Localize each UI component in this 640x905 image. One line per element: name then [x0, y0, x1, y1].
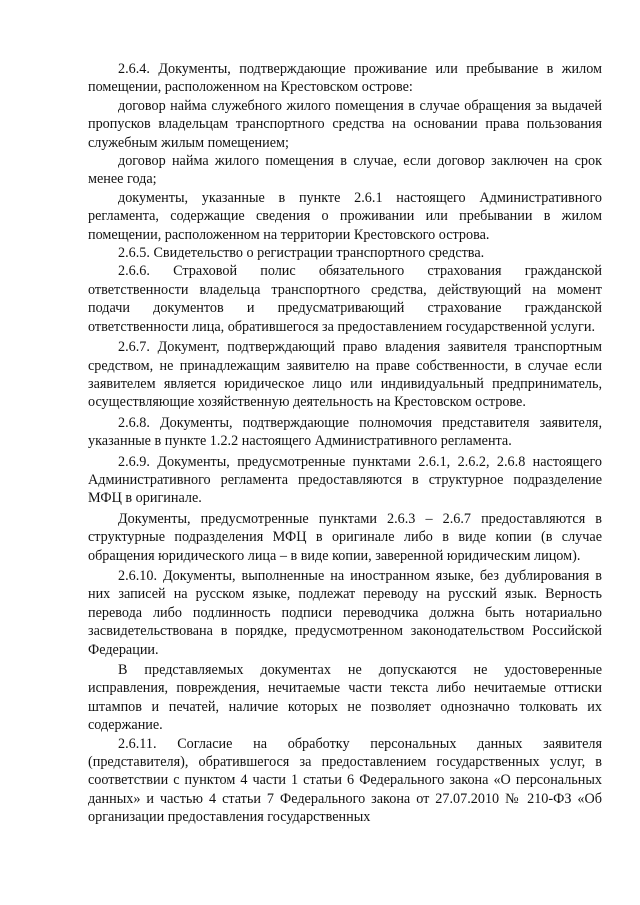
- paragraph-2-6-8: 2.6.8. Документы, подтверждающие полномочия представителя заявителя, указанные в пункте 1.2.2 настоящего Административного регламента.: [88, 414, 602, 450]
- paragraph-documents-2-6-3-2-6-7: Документы, предусмотренные пунктами 2.6.3 – 2.6.7 предоставляются в структурные подразделения МФЦ в оригинале либо в виде копии (в случае обращения юридического лица – в виде копии, заверенной юридическим лицом).: [88, 510, 602, 564]
- paragraph-corrections: В представляемых документах не допускаются не удостоверенные исправления, повреждения, нечитаемые части текста либо нечитаемые оттиски штампов и печатей, наличие которых не позволяет однозначно толковать их содержание.: [88, 662, 602, 734]
- paragraph-2-6-10: 2.6.10. Документы, выполненные на иностранном языке, без дублирования в них записей на русском языке, подлежат переводу на русский язык. Верность перевода либо подлинность подписи переводчика должна быть нотариально засвидетельствована в порядке, предусмотренном законодательством Российской Федерации.: [88, 567, 602, 658]
- paragraph-2-6-9: 2.6.9. Документы, предусмотренные пунктами 2.6.1, 2.6.2, 2.6.8 настоящего Административного регламента предоставляются в структурное подразделение МФЦ в оригинале.: [88, 453, 602, 507]
- paragraph-2-6-7: 2.6.7. Документ, подтверждающий право владения заявителя транспортным средством, не принадлежащим заявителю на праве собственности, в случае если заявителем является юридическое лицо или индивидуальный предприниматель, осуществляющие хозяйственную деятельность на Крестовском острове.: [88, 339, 602, 411]
- paragraph-housing-contract: договор найма жилого помещения в случае, если договор заключен на срок менее года;: [88, 153, 602, 188]
- paragraph-2-6-4: 2.6.4. Документы, подтверждающие проживание или пребывание в жилом помещении, расположенном на Крестовском острове:: [88, 61, 602, 96]
- paragraph-documents-2-6-1: документы, указанные в пункте 2.6.1 настоящего Административного регламента, содержащие сведения о проживании или пребывании в жилом помещении, расположенном на территории Крестовского острова.: [88, 189, 602, 243]
- paragraph-2-6-5: 2.6.5. Свидетельство о регистрации транспортного средства.: [118, 245, 485, 262]
- paragraph-2-6-6: 2.6.6. Страховой полис обязательного страхования гражданской ответственности владельца транспортного средства, действующий на момент подачи документов и предусматривающий страхование гражданской ответственности лица, обратившегося за предоставлением государственной услуги.: [88, 263, 602, 335]
- paragraph-service-housing-contract: договор найма служебного жилого помещения в случае обращения за выдачей пропусков владельцам транспортного средства на основании права пользования служебным жилым помещением;: [88, 97, 602, 151]
- paragraph-2-6-11: 2.6.11. Согласие на обработку персональных данных заявителя (представителя), обратившегося за предоставлением государственных услуг, в соответствии с пунктом 4 части 1 статьи 6 Федерального закона «О персональных данных» и частью 4 статьи 7 Федерального закона от 27.07.2010 № 210-ФЗ «Об организации предоставления государственных: [88, 735, 602, 826]
